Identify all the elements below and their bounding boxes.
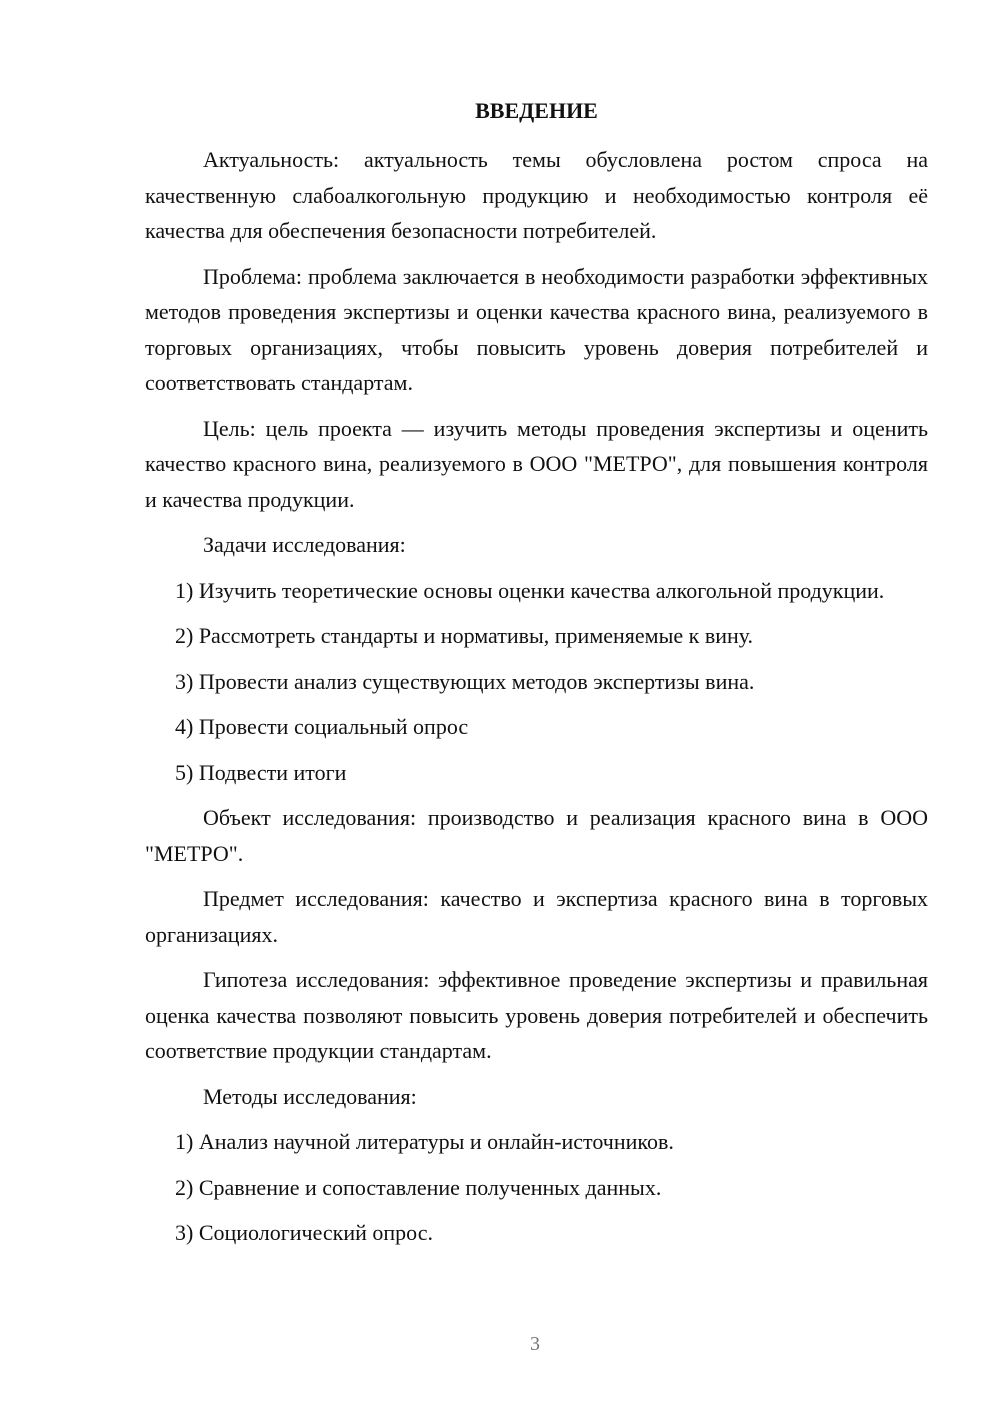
method-item: 1) Анализ научной литературы и онлайн-источников. [175,1129,674,1154]
object-paragraph: Объект исследования: производство и реализация красного вина в ООО "МЕТРО". [145,805,928,866]
task-item: 3) Провести анализ существующих методов экспертизы вина. [175,668,755,694]
task-item: 1) Изучить теоретические основы оценки качества алкогольной продукции. [175,577,885,603]
page-number: 3 [530,1333,540,1355]
goal-paragraph: Цель: цель проекта — изучить методы проведения экспертизы и оценить качество красного вина, реализуемого в ООО "МЕТРО", для повышения контроля и качества продукции. [145,415,928,512]
method-item: 3) Социологический опрос. [175,1220,433,1245]
task-item: 2) Рассмотреть стандарты и нормативы, применяемые к вину. [175,623,754,648]
relevance-paragraph: Актуальность: актуальность темы обусловлена ростом спроса на качественную слабоалкогольную продукцию и необходимостью контроля её качества для обеспечения безопасности потребителей. [145,147,928,243]
section-title: ВВЕДЕНИЕ [475,98,598,123]
tasks-heading: Задачи исследования: [203,532,406,557]
methods-heading: Методы исследования: [203,1083,417,1109]
hypothesis-paragraph: Гипотеза исследования: эффективное проведение экспертизы и правильная оценка качества позволяют повысить уровень доверия потребителей и обеспечить соответствие продукции стандартам. [145,967,928,1063]
task-item: 4) Провести социальный опрос [175,714,469,739]
document-body [145,96,928,1261]
method-item: 2) Сравнение и сопоставление полученных данных. [175,1174,662,1200]
problem-paragraph: Проблема: проблема заключается в необходимости разработки эффективных методов проведения экспертизы и оценки качества красного вина, реализуемого в торговых организациях, чтобы повысить уровень доверия потребителей и соответствовать стандартам. [145,263,928,395]
task-item: 5) Подвести итоги [175,759,347,785]
subject-paragraph: Предмет исследования: качество и экспертиза красного вина в торговых организациях. [145,886,928,947]
